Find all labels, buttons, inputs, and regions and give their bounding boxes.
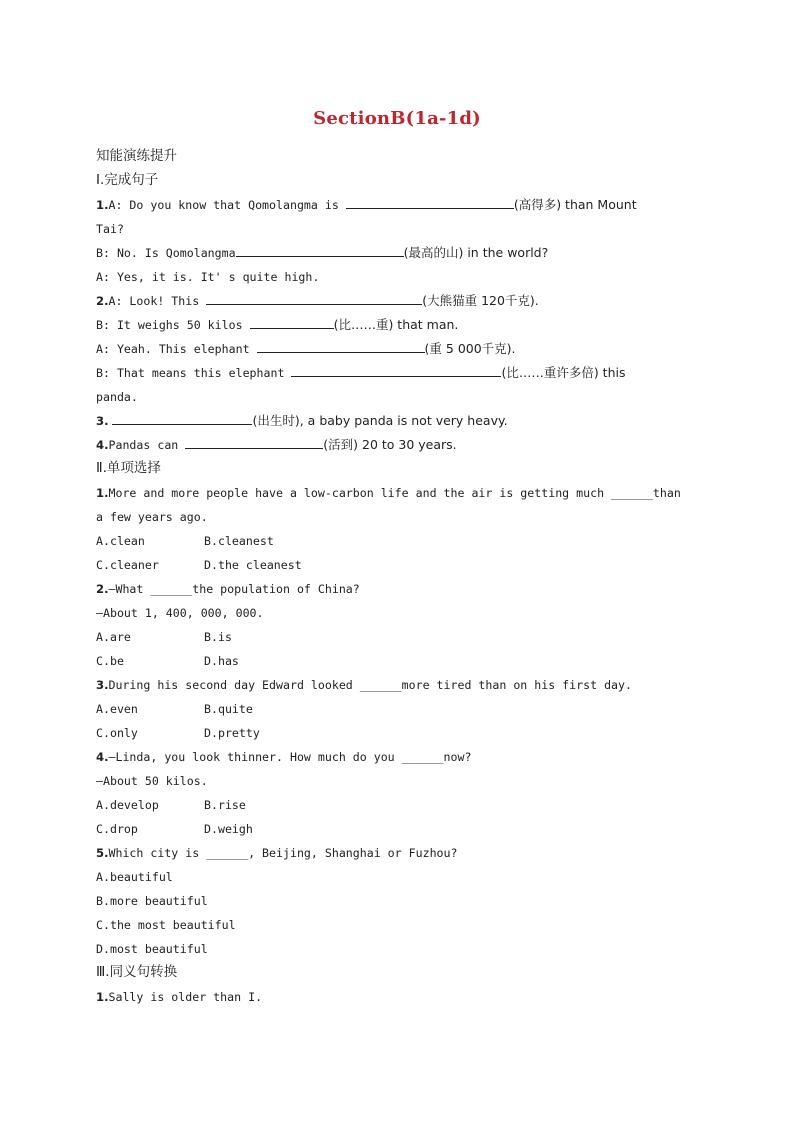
question-line: 5.Which city is ______, Beijing, Shanghai or Fuzhou? <box>96 846 458 860</box>
option-a[interactable]: A.are <box>96 630 131 644</box>
option-row <box>96 653 239 669</box>
option-d[interactable]: D.weigh <box>204 822 253 836</box>
section-heading-1: Ⅰ.完成句子 <box>96 172 159 188</box>
question-line: Tai? <box>96 222 124 236</box>
option-c[interactable]: C.cleaner <box>96 558 159 572</box>
option-b[interactable]: B.rise <box>204 798 246 812</box>
question-line: B: No. Is Qomolangma (最高的山) in the world? <box>96 245 549 260</box>
option-b[interactable]: B.more beautiful <box>96 894 208 908</box>
question-number: 2. <box>96 582 109 596</box>
option-c[interactable]: C.be <box>96 654 124 668</box>
question-line: A: Yeah. This elephant (重 5 000千克). <box>96 341 516 356</box>
option-row <box>96 725 260 741</box>
option-a[interactable]: A.clean <box>96 534 145 548</box>
option-row <box>96 533 274 549</box>
question-line: 2.—What ______the population of China? <box>96 582 360 596</box>
question-line: 4.—Linda, you look thinner. How much do you ______now? <box>96 750 472 764</box>
option-row <box>96 701 253 717</box>
question-number: 2. <box>96 294 109 308</box>
option-d[interactable]: D.most beautiful <box>96 942 208 956</box>
option-d[interactable]: D.the cleanest <box>204 558 302 572</box>
answer-blank[interactable] <box>112 413 252 425</box>
question-line: —About 1, 400, 000, 000. <box>96 606 264 620</box>
intro-heading: 知能演练提升 <box>96 148 177 164</box>
option-d[interactable]: D.pretty <box>204 726 260 740</box>
question-line: 3. (出生时), a baby panda is not very heavy. <box>96 413 508 428</box>
option-row <box>96 797 246 813</box>
question-number: 3. <box>96 678 109 692</box>
option-b[interactable]: B.cleanest <box>204 534 274 548</box>
question-line: panda. <box>96 390 138 404</box>
option-c[interactable]: C.drop <box>96 822 138 836</box>
question-line: 1.More and more people have a low-carbon life and the air is getting much ______than <box>96 486 681 500</box>
question-line: 1.A: Do you know that Qomolangma is (高得多) than Mount <box>96 197 637 212</box>
question-line: B: It weighs 50 kilos (比……重) that man. <box>96 317 459 332</box>
option-a[interactable]: A.even <box>96 702 138 716</box>
question-line: 1.Sally is older than I. <box>96 990 263 1004</box>
answer-blank[interactable] <box>346 197 514 209</box>
option-a[interactable]: A.beautiful <box>96 870 173 884</box>
option-b[interactable]: B.is <box>204 630 232 644</box>
question-line: a few years ago. <box>96 510 208 524</box>
option-c[interactable]: C.only <box>96 726 138 740</box>
answer-blank[interactable] <box>250 317 334 329</box>
answer-blank[interactable] <box>206 293 422 305</box>
question-line: 3.During his second day Edward looked ______more tired than on his first day. <box>96 678 632 692</box>
option-c[interactable]: C.the most beautiful <box>96 918 236 932</box>
answer-blank[interactable] <box>236 245 404 257</box>
question-line: B: That means this elephant (比……重许多倍) this <box>96 365 626 380</box>
option-row <box>96 821 253 837</box>
option-b[interactable]: B.quite <box>204 702 253 716</box>
answer-blank[interactable] <box>257 341 425 353</box>
question-line: —About 50 kilos. <box>96 774 208 788</box>
question-line: 2.A: Look! This (大熊猫重 120千克). <box>96 293 539 308</box>
option-d[interactable]: D.has <box>204 654 239 668</box>
question-number: 1. <box>96 990 109 1004</box>
question-number: 4. <box>96 750 109 764</box>
question-line: A: Yes, it is. It' s quite high. <box>96 270 320 284</box>
option-row <box>96 629 232 645</box>
answer-blank[interactable] <box>185 437 323 449</box>
option-row <box>96 557 302 573</box>
question-number: 1. <box>96 486 109 500</box>
page-title: SectionB(1a-1d) <box>313 108 481 129</box>
section-heading-3: Ⅲ.同义句转换 <box>96 964 178 980</box>
option-a[interactable]: A.develop <box>96 798 159 812</box>
question-number: 5. <box>96 846 109 860</box>
section-heading-2: Ⅱ.单项选择 <box>96 460 161 476</box>
question-number: 1. <box>96 198 109 212</box>
question-number: 4. <box>96 438 109 452</box>
question-number: 3. <box>96 414 109 428</box>
answer-blank[interactable] <box>291 365 501 377</box>
question-line: 4.Pandas can (活到) 20 to 30 years. <box>96 437 457 452</box>
